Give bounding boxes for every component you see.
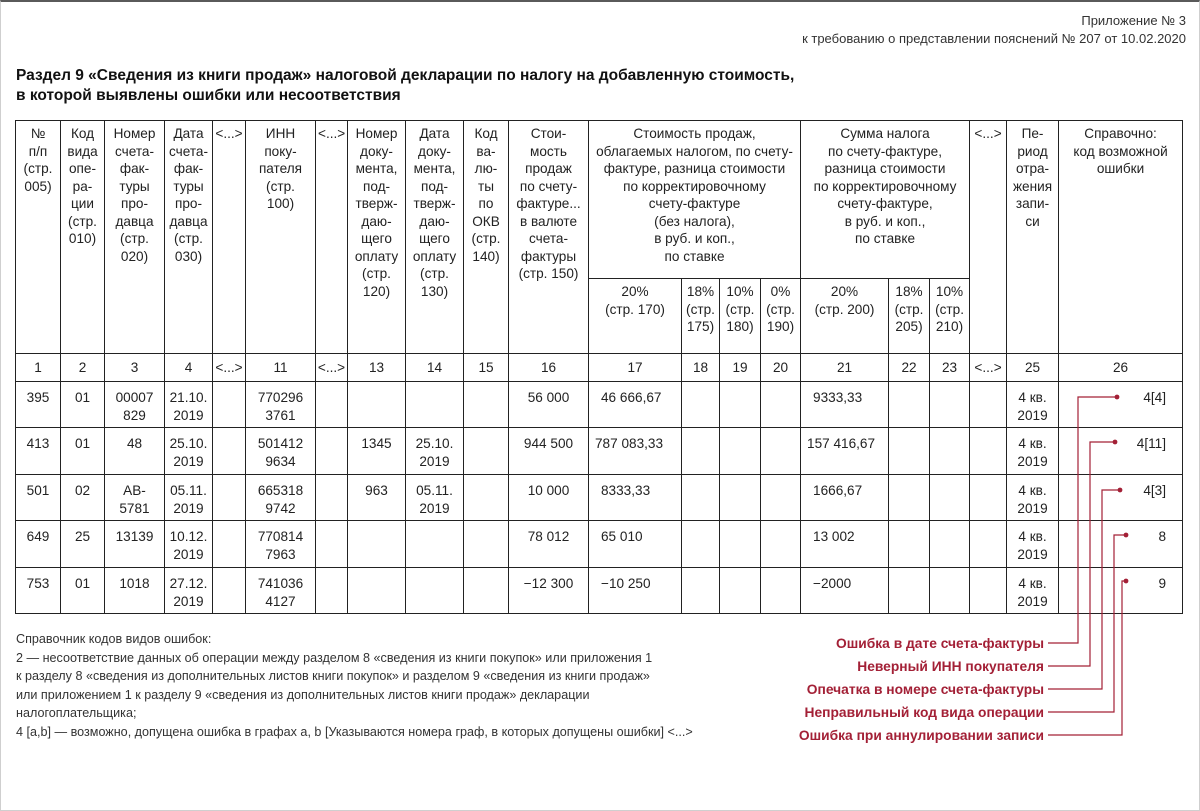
cell-sales-18 — [682, 382, 720, 428]
header-op-code: Код вида опе- ра- ции (стр. 010) — [61, 121, 105, 354]
header-currency-code: Код ва- лю- ты по ОКВ (стр. 140) — [464, 121, 509, 354]
cell-invoice-number: 1018 — [105, 568, 165, 614]
header-skip: <...> — [970, 121, 1007, 354]
cell-skip — [970, 428, 1007, 475]
column-number: <...> — [316, 354, 348, 382]
cell-sales-18 — [682, 475, 720, 521]
cell-invoice-date: 05.11. 2019 — [165, 475, 213, 521]
legend-line: или приложением 1 к разделу 9 «сведения из дополнительных листов книги продаж» декларации — [16, 687, 590, 702]
cell-op-code: 01 — [61, 568, 105, 614]
cell-sales-20: −10 250 — [589, 568, 682, 614]
cell-skip — [213, 475, 246, 521]
column-number: 20 — [761, 354, 801, 382]
legend-title: Справочник кодов видов ошибок: — [16, 632, 212, 646]
column-number: 21 — [801, 354, 889, 382]
cell-invoice-number: 00007 829 — [105, 382, 165, 428]
cell-op-code: 02 — [61, 475, 105, 521]
cell-currency-code — [464, 428, 509, 475]
column-number: 23 — [930, 354, 970, 382]
annotation-invoice-number-typo: Опечатка в номере счета-фактуры — [806, 682, 1044, 697]
cell-sales-10 — [720, 475, 761, 521]
header-payment-doc-number: Номер доку- мента, под- тверж- даю- щего оплату (стр. 120) — [348, 121, 406, 354]
header-payment-doc-date: Дата доку- мента, под- тверж- даю- щего оплату (стр. 130) — [406, 121, 464, 354]
cell-buyer-inn: 501412 9634 — [246, 428, 316, 475]
header-sales-20: 20% (стр. 170) — [589, 279, 682, 354]
cell-sales-20: 65 010 — [589, 521, 682, 568]
cell-payment-doc-number — [348, 568, 406, 614]
sales-book-table — [15, 120, 1183, 614]
table-row — [16, 521, 1183, 568]
cell-num: 649 — [16, 521, 61, 568]
header-skip: <...> — [316, 121, 348, 354]
cell-skip — [316, 382, 348, 428]
header-sales-value-group: Стоимость продаж, облагаемых налогом, по счету- фактуре, разница стоимости по корректировочному счету-фактуре (без налога), в руб. и коп., по ставке — [589, 121, 801, 279]
cell-invoice-number: 13139 — [105, 521, 165, 568]
cell-skip — [316, 428, 348, 475]
cell-op-code: 25 — [61, 521, 105, 568]
header-buyer-inn: ИНН поку- пателя (стр. 100) — [246, 121, 316, 354]
cell-payment-doc-number: 963 — [348, 475, 406, 521]
cell-sales-18 — [682, 428, 720, 475]
annotation-cancellation-error: Ошибка при аннулировании записи — [798, 728, 1044, 743]
column-number: 4 — [165, 354, 213, 382]
cell-payment-doc-date — [406, 568, 464, 614]
cell-tax-18 — [889, 568, 930, 614]
cell-sales-18 — [682, 521, 720, 568]
cell-tax-20: 13 002 — [801, 521, 889, 568]
cell-sales-20: 46 666,67 — [589, 382, 682, 428]
cell-num: 501 — [16, 475, 61, 521]
table-row — [16, 475, 1183, 521]
cell-sales-0 — [761, 382, 801, 428]
cell-currency-code — [464, 382, 509, 428]
cell-payment-doc-date — [406, 521, 464, 568]
header-num: № п/п (стр. 005) — [16, 121, 61, 354]
cell-tax-20: 9333,33 — [801, 382, 889, 428]
header-row — [16, 121, 1183, 279]
cell-currency-code — [464, 475, 509, 521]
cell-period: 4 кв. 2019 — [1007, 568, 1059, 614]
cell-tax-10 — [930, 475, 970, 521]
column-number: 15 — [464, 354, 509, 382]
annotation-wrong-op-code: Неправильный код вида операции — [804, 705, 1044, 720]
legend-line: к разделу 8 «сведения из дополнительных листов книги покупок» и разделом 9 «сведения из книги продаж» — [16, 669, 650, 684]
header-skip: <...> — [213, 121, 246, 354]
cell-payment-doc-date — [406, 382, 464, 428]
error-annotations — [799, 632, 1044, 747]
cell-invoice-date: 27.12. 2019 — [165, 568, 213, 614]
column-number: 11 — [246, 354, 316, 382]
column-number: <...> — [213, 354, 246, 382]
cell-skip — [213, 382, 246, 428]
cell-cost: 944 500 — [509, 428, 589, 475]
column-number-row — [16, 354, 1183, 382]
cell-payment-doc-number — [348, 382, 406, 428]
header-sales-0: 0% (стр. 190) — [761, 279, 801, 354]
error-codes-legend — [16, 630, 706, 742]
cell-payment-doc-number: 1345 — [348, 428, 406, 475]
cell-sales-0 — [761, 475, 801, 521]
cell-tax-20: 157 416,67 — [801, 428, 889, 475]
annotation-wrong-inn: Неверный ИНН покупателя — [857, 659, 1044, 674]
cell-cost: −12 300 — [509, 568, 589, 614]
cell-period: 4 кв. 2019 — [1007, 475, 1059, 521]
column-number: 3 — [105, 354, 165, 382]
cell-tax-20: 1666,67 — [801, 475, 889, 521]
cell-error-code: 4[4] — [1059, 382, 1183, 428]
header-tax-20: 20% (стр. 200) — [801, 279, 889, 354]
column-number: <...> — [970, 354, 1007, 382]
cell-skip — [970, 521, 1007, 568]
header-invoice-number: Номер счета- фак- туры про- давца (стр. 020) — [105, 121, 165, 354]
cell-tax-20: −2000 — [801, 568, 889, 614]
column-number: 1 — [16, 354, 61, 382]
column-number: 16 — [509, 354, 589, 382]
document-title: Раздел 9 «Сведения из книги продаж» налоговой декларации по налогу на добавленную стоимость, в которой выявлены ошибки или несоответствия — [16, 67, 795, 104]
cell-buyer-inn: 770296 3761 — [246, 382, 316, 428]
cell-error-code: 4[11] — [1059, 428, 1183, 475]
column-number: 17 — [589, 354, 682, 382]
annotation-invoice-date-error: Ошибка в дате счета-фактуры — [836, 636, 1044, 651]
cell-num: 395 — [16, 382, 61, 428]
cell-buyer-inn: 741036 4127 — [246, 568, 316, 614]
cell-tax-18 — [889, 521, 930, 568]
cell-tax-10 — [930, 521, 970, 568]
cell-tax-18 — [889, 382, 930, 428]
column-number: 26 — [1059, 354, 1183, 382]
cell-sales-10 — [720, 568, 761, 614]
table-row — [16, 382, 1183, 428]
cell-invoice-number: 48 — [105, 428, 165, 475]
cell-op-code: 01 — [61, 428, 105, 475]
cell-skip — [213, 428, 246, 475]
cell-skip — [213, 521, 246, 568]
cell-tax-10 — [930, 568, 970, 614]
appendix-note — [802, 12, 1186, 48]
cell-payment-doc-date: 25.10. 2019 — [406, 428, 464, 475]
header-tax-10: 10% (стр. 210) — [930, 279, 970, 354]
cell-skip — [970, 568, 1007, 614]
cell-currency-code — [464, 568, 509, 614]
cell-sales-20: 8333,33 — [589, 475, 682, 521]
cell-sales-10 — [720, 428, 761, 475]
cell-op-code: 01 — [61, 382, 105, 428]
cell-sales-10 — [720, 382, 761, 428]
cell-sales-18 — [682, 568, 720, 614]
cell-sales-20: 787 083,33 — [589, 428, 682, 475]
header-sales-18: 18% (стр. 175) — [682, 279, 720, 354]
cell-skip — [213, 568, 246, 614]
cell-period: 4 кв. 2019 — [1007, 428, 1059, 475]
cell-skip — [316, 521, 348, 568]
header-invoice-date: Дата счета- фак- туры про- давца (стр. 030) — [165, 121, 213, 354]
legend-line: налогоплательщика; — [16, 706, 137, 721]
cell-invoice-date: 10.12. 2019 — [165, 521, 213, 568]
cell-sales-0 — [761, 428, 801, 475]
cell-skip — [316, 475, 348, 521]
cell-skip — [970, 382, 1007, 428]
table-row — [16, 568, 1183, 614]
header-tax-amount-group: Сумма налога по счету-фактуре, разница стоимости по корректировочному счету-фактуре, в руб. и коп., по ставке — [801, 121, 970, 279]
column-number: 18 — [682, 354, 720, 382]
cell-currency-code — [464, 521, 509, 568]
legend-line: 4 [a,b] — возможно, допущена ошибка в графах a, b [Указываются номера граф, в которых допущены ошибки] <...> — [16, 724, 693, 739]
cell-cost: 78 012 — [509, 521, 589, 568]
header-period: Пе- риод отра- жения запи- си — [1007, 121, 1059, 354]
column-number: 25 — [1007, 354, 1059, 382]
header-sales-10: 10% (стр. 180) — [720, 279, 761, 354]
cell-num: 753 — [16, 568, 61, 614]
cell-invoice-number: АВ- 5781 — [105, 475, 165, 521]
cell-sales-0 — [761, 568, 801, 614]
header-tax-18: 18% (стр. 205) — [889, 279, 930, 354]
cell-payment-doc-number — [348, 521, 406, 568]
cell-sales-10 — [720, 521, 761, 568]
column-number: 14 — [406, 354, 464, 382]
cell-tax-10 — [930, 382, 970, 428]
cell-tax-18 — [889, 428, 930, 475]
cell-cost: 10 000 — [509, 475, 589, 521]
column-number: 13 — [348, 354, 406, 382]
table-row — [16, 428, 1183, 475]
cell-error-code: 9 — [1059, 568, 1183, 614]
appendix-reference: к требованию о представлении пояснений № 207 от 10.02.2020 — [802, 31, 1186, 46]
column-number: 2 — [61, 354, 105, 382]
cell-period: 4 кв. 2019 — [1007, 382, 1059, 428]
cell-tax-10 — [930, 428, 970, 475]
cell-payment-doc-date: 05.11. 2019 — [406, 475, 464, 521]
column-number: 19 — [720, 354, 761, 382]
cell-buyer-inn: 665318 9742 — [246, 475, 316, 521]
header-reference-code: Справочно: код возможной ошибки — [1059, 121, 1183, 354]
cell-error-code: 4[3] — [1059, 475, 1183, 521]
cell-buyer-inn: 770814 7963 — [246, 521, 316, 568]
cell-tax-18 — [889, 475, 930, 521]
header-cost-in-currency: Стои- мость продаж по счету- фактуре... в валюте счета- фактуры (стр. 150) — [509, 121, 589, 354]
cell-skip — [970, 475, 1007, 521]
cell-num: 413 — [16, 428, 61, 475]
legend-line: 2 — несоответствие данных об операции между разделом 8 «сведения из книги покупок» или приложения 1 — [16, 650, 653, 665]
appendix-number: Приложение № 3 — [1081, 13, 1186, 28]
cell-cost: 56 000 — [509, 382, 589, 428]
cell-invoice-date: 25.10. 2019 — [165, 428, 213, 475]
cell-invoice-date: 21.10. 2019 — [165, 382, 213, 428]
cell-period: 4 кв. 2019 — [1007, 521, 1059, 568]
cell-sales-0 — [761, 521, 801, 568]
cell-error-code: 8 — [1059, 521, 1183, 568]
column-number: 22 — [889, 354, 930, 382]
cell-skip — [316, 568, 348, 614]
